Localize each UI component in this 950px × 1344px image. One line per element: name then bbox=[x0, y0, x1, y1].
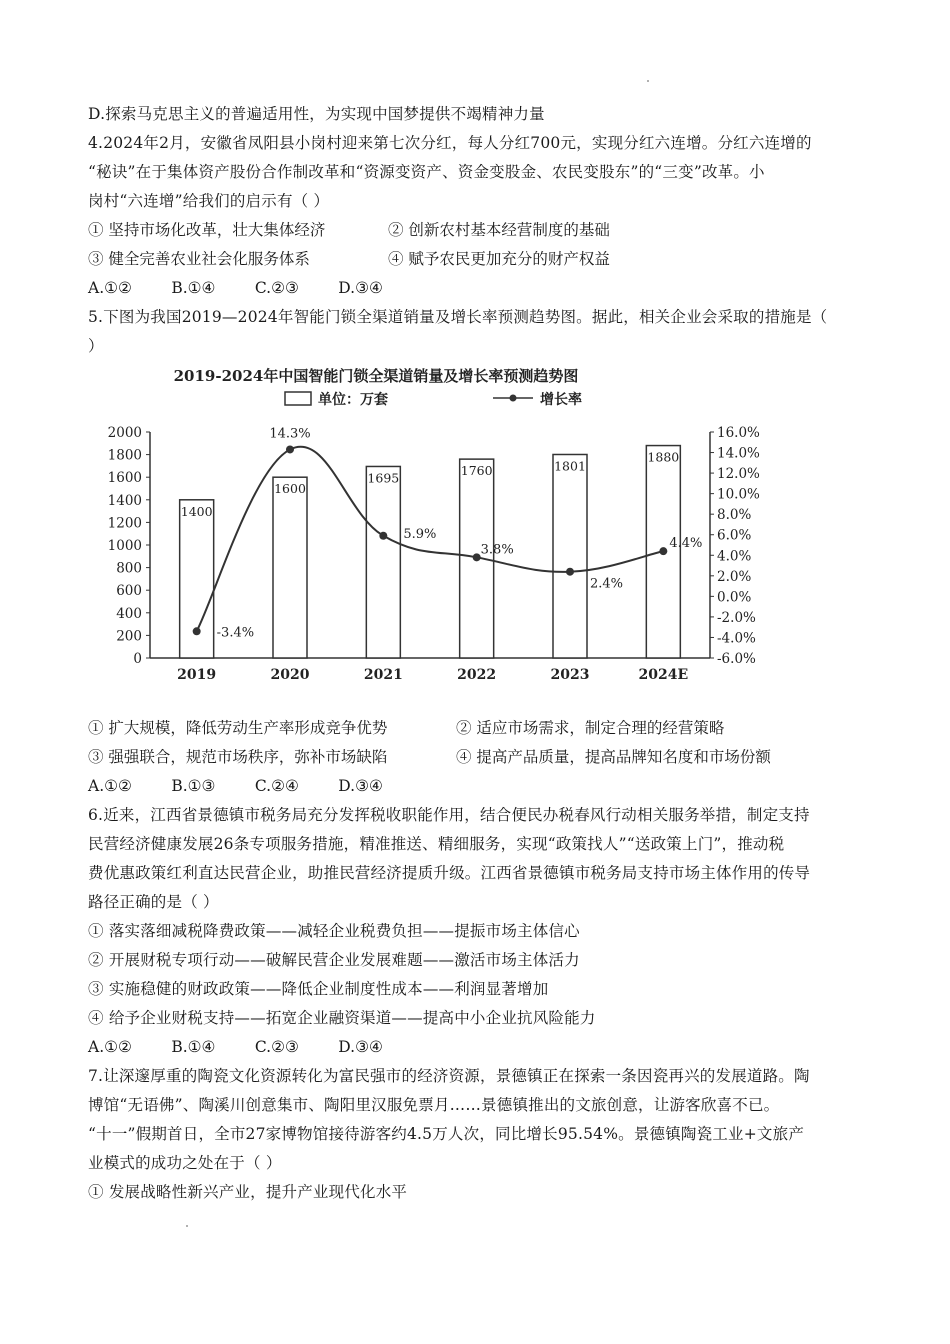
left-tick-label: 1200 bbox=[107, 515, 142, 532]
q4-stem-line-2: “秘诀”在于集体资产股份合作制改革和“资源变资产、资金变股金、农民变股东”的“三变”改革。小 bbox=[88, 163, 765, 181]
q6-stem-line-3: 费优惠政策红利直达民营企业，助推民营经济提质升级。江西省景德镇市税务局支持市场主体作用的传导 bbox=[88, 864, 811, 882]
chart-title: 2019-2024年中国智能门锁全渠道销量及增长率预测趋势图 bbox=[173, 367, 579, 385]
left-tick-label: 600 bbox=[116, 583, 142, 600]
growth-point-2023 bbox=[566, 568, 574, 576]
q4-choices: A.①② B.①④ C.②③ D.③④ bbox=[88, 279, 383, 297]
q6-option-2: ② 开展财税专项行动——破解民营企业发展难题——激活市场主体活力 bbox=[88, 951, 580, 969]
legend-bar-label: 单位：万套 bbox=[318, 392, 388, 408]
left-tick-label: 400 bbox=[116, 605, 142, 622]
right-tick-label: -2.0% bbox=[717, 609, 756, 626]
bar-2023 bbox=[553, 454, 587, 658]
right-tick-label: 2.0% bbox=[717, 568, 752, 585]
growth-point-2021 bbox=[379, 532, 387, 540]
q4-option-3: ③ 健全完善农业社会化服务体系 bbox=[88, 250, 310, 268]
q7-option-1: ① 发展战略性新兴产业，提升产业现代化水平 bbox=[88, 1183, 408, 1201]
right-tick-label: 16.0% bbox=[717, 425, 760, 441]
x-tick-label: 2020 bbox=[270, 667, 310, 683]
right-tick-label: 14.0% bbox=[717, 445, 760, 462]
q5-option-2: ② 适应市场需求，制定合理的经营策略 bbox=[456, 719, 725, 737]
q7-stem-line-3: “十一”假期首日，全市27家博物馆接待游客约4.5万人次，同比增长95.54%。景德镇陶瓷工业+文旅产 bbox=[88, 1125, 805, 1143]
left-tick-label: 200 bbox=[116, 628, 142, 645]
left-tick-label: 1000 bbox=[107, 538, 142, 554]
x-tick-label: 2021 bbox=[363, 667, 403, 683]
chart-svg bbox=[88, 355, 788, 700]
bar-value-label: 1880 bbox=[647, 449, 680, 465]
growth-point-2022 bbox=[473, 553, 481, 561]
q6-stem-line-1: 6.近来，江西省景德镇市税务局充分发挥税收职能作用，结合便民办税春风行动相关服务举措，制定支持 bbox=[88, 806, 810, 824]
growth-label: 2.4% bbox=[590, 576, 624, 592]
left-tick-label: 800 bbox=[116, 560, 142, 577]
bar-2020 bbox=[273, 477, 307, 658]
bar-value-label: 1760 bbox=[460, 463, 493, 479]
right-tick-label: 8.0% bbox=[717, 507, 752, 524]
growth-label: 3.8% bbox=[480, 542, 514, 558]
q4-option-4: ④ 赋予农民更加充分的财产权益 bbox=[388, 250, 610, 268]
legend-bar-swatch bbox=[285, 392, 311, 405]
growth-point-2019 bbox=[193, 627, 201, 635]
q3-option-d: D.探索马克思主义的普遍适用性，为实现中国梦提供不竭精神力量 bbox=[88, 105, 545, 123]
bar-value-label: 1801 bbox=[554, 458, 586, 474]
q7-stem-line-4: 业模式的成功之处在于（ ） bbox=[88, 1154, 282, 1172]
left-tick-label: 0 bbox=[133, 651, 142, 667]
x-tick-label: 2024E bbox=[638, 667, 689, 683]
q5-option-3: ③ 强强联合，规范市场秩序，弥补市场缺陷 bbox=[88, 748, 388, 766]
bar-value-label: 1400 bbox=[180, 503, 213, 519]
scan-speck bbox=[647, 80, 649, 82]
legend-line-label: 增长率 bbox=[540, 392, 582, 408]
legend-line-marker bbox=[510, 395, 517, 402]
growth-label: 4.4% bbox=[669, 536, 703, 552]
x-tick-label: 2023 bbox=[550, 667, 590, 683]
x-tick-label: 2019 bbox=[177, 667, 217, 683]
right-tick-label: 12.0% bbox=[717, 466, 760, 483]
q5-stem-line-1: 5.下图为我国2019—2024年智能门锁全渠道销量及增长率预测趋势图。据此，相关企业会采取的措施是（ bbox=[88, 308, 828, 326]
left-tick-label: 1400 bbox=[107, 492, 142, 509]
right-tick-label: 6.0% bbox=[717, 527, 752, 544]
q5-stem-line-2: ） bbox=[88, 337, 104, 355]
q7-stem-line-2: 博馆“无语佛”、陶溪川创意集市、陶阳里汉服免票月……景德镇推出的文旅创意，让游客欣喜不已。 bbox=[88, 1096, 780, 1114]
q6-option-3: ③ 实施稳健的财政政策——降低企业制度性成本——利润显著增加 bbox=[88, 980, 549, 998]
growth-label: 14.3% bbox=[269, 426, 311, 442]
q7-stem-line-1: 7.让深邃厚重的陶瓷文化资源转化为富民强市的经济资源，景德镇正在探索一条因瓷再兴的发展道路。陶 bbox=[88, 1067, 810, 1085]
growth-point-2024E bbox=[659, 547, 667, 555]
q5-choices: A.①② B.①③ C.②④ D.③④ bbox=[88, 777, 383, 795]
smart-lock-chart bbox=[88, 355, 788, 700]
q6-stem-line-2: 民营经济健康发展26条专项服务措施，精准推送、精细服务，实现“政策找人”“送政策上门”，推动税 bbox=[88, 835, 785, 853]
right-tick-label: 4.0% bbox=[717, 548, 752, 565]
growth-label: 5.9% bbox=[403, 526, 437, 542]
left-tick-label: 1800 bbox=[107, 447, 142, 464]
right-tick-label: 10.0% bbox=[717, 486, 760, 503]
q6-option-1: ① 落实落细减税降费政策——减轻企业税费负担——提振市场主体信心 bbox=[88, 922, 580, 940]
q4-option-1: ① 坚持市场化改革，壮大集体经济 bbox=[88, 221, 326, 239]
bar-value-label: 1695 bbox=[367, 470, 400, 486]
q6-stem-line-4: 路径正确的是（ ） bbox=[88, 893, 219, 911]
growth-point-2020 bbox=[286, 445, 294, 453]
q5-option-4: ④ 提高产品质量，提高品牌知名度和市场份额 bbox=[456, 748, 771, 766]
right-tick-label: -4.0% bbox=[717, 630, 756, 647]
left-tick-label: 2000 bbox=[107, 425, 142, 441]
left-tick-label: 1600 bbox=[107, 470, 142, 487]
right-tick-label: 0.0% bbox=[717, 589, 752, 606]
q6-choices: A.①② B.①④ C.②③ D.③④ bbox=[88, 1038, 383, 1056]
q5-option-1: ① 扩大规模，降低劳动生产率形成竞争优势 bbox=[88, 719, 388, 737]
q4-stem-line-3: 岗村“六连增”给我们的启示有（ ） bbox=[88, 192, 330, 210]
scan-speck bbox=[186, 1225, 188, 1227]
q4-option-2: ② 创新农村基本经营制度的基础 bbox=[388, 221, 610, 239]
right-tick-label: -6.0% bbox=[717, 651, 756, 667]
q4-stem-line-1: 4.2024年2月，安徽省凤阳县小岗村迎来第七次分红，每人分红700元，实现分红六连增。分红六连增的 bbox=[88, 134, 812, 152]
x-tick-label: 2022 bbox=[457, 667, 497, 683]
bar-value-label: 1600 bbox=[274, 481, 306, 497]
bar-2021 bbox=[366, 466, 400, 658]
growth-label: -3.4% bbox=[216, 625, 255, 641]
q6-option-4: ④ 给予企业财税支持——拓宽企业融资渠道——提高中小企业抗风险能力 bbox=[88, 1009, 596, 1027]
